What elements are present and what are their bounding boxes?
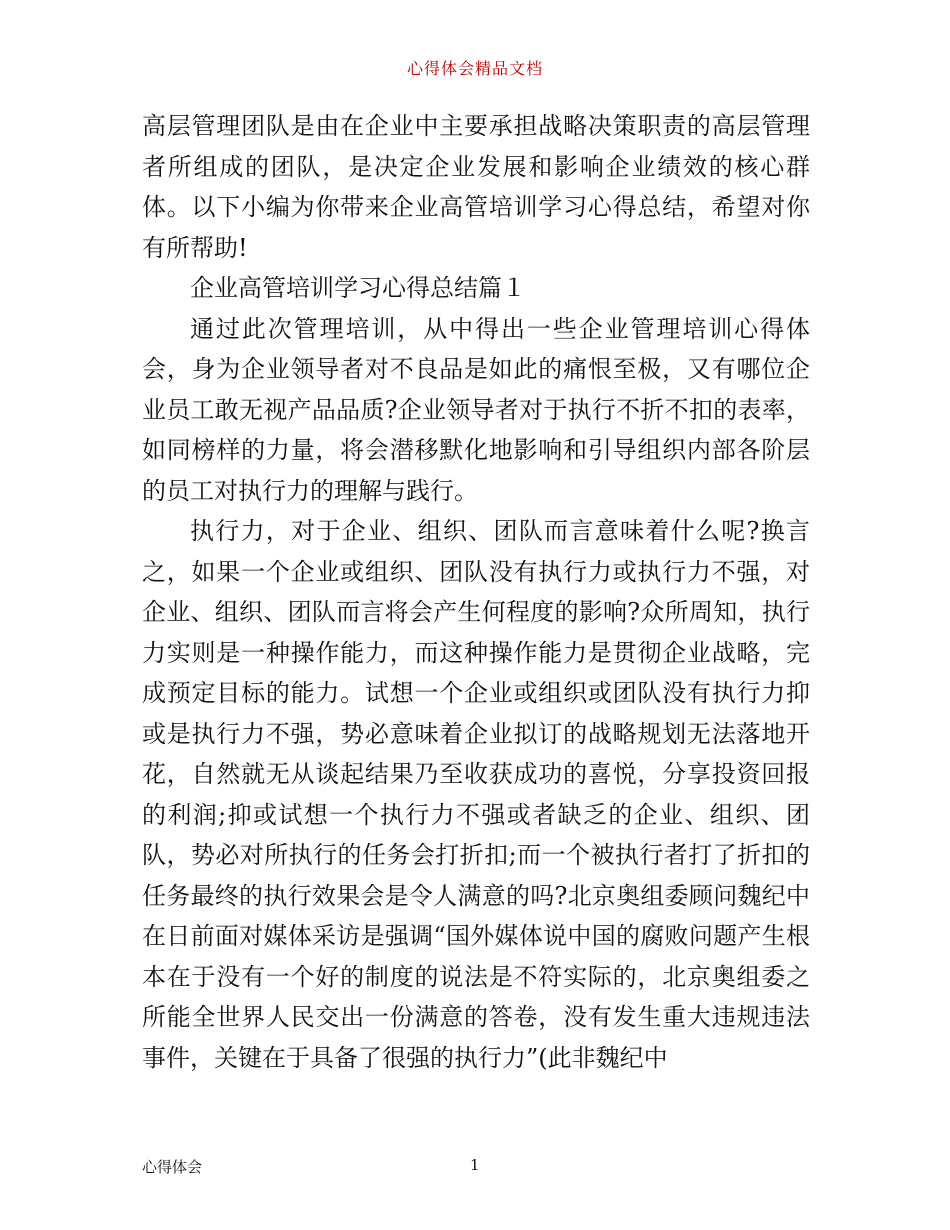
- section-title: 企业高管培训学习心得总结篇１: [190, 274, 526, 302]
- body-paragraph-1: 通过此次管理培训，从中得出一些企业管理培训心得体会，身为企业领导者对不良品是如此的痛恨至极，又有哪位企业员工敢无视产品品质?企业领导者对于执行不折不扣的表率，如同榜样的力量，将会潜移默化地影响和引导组织内部各阶层的员工对执行力的理解与践行。: [142, 314, 810, 505]
- footer-label: 心得体会: [142, 1158, 203, 1176]
- body-paragraph-2: 执行力，对于企业、组织、团队而言意味着什么呢?换言之，如果一个企业或组织、团队没有执行力或执行力不强，对企业、组织、团队而言将会产生何程度的影响?众所周知，执行力实则是一种操作能力，而这种操作能力是贯彻企业战略，完成预定目标的能力。试想一个企业或组织或团队没有执行力抑或是执行力不强，势必意味着企业拟订的战略规划无法落地开花，自然就无从谈起结果乃至收获成功的喜悦，分享投资回报的利润;抑或试想一个执行力不强或者缺乏的企业、组织、团队，势必对所执行的任务会打折扣;而一个被执行者打了折扣的任务最终的执行效果会是令人满意的吗?北京奥组委顾问魏纪中在日前面对媒体采访是强调“国外媒体说中国的腐败问题产生根本在于没有一个好的制度的说法是不符实际的，北京奥组委之所能全世界人民交出一份满意的答卷，没有发生重大违规违法事件，关键在于具备了很强的执行力”(此非魏纪中: [142, 517, 810, 1072]
- intro-paragraph: 高层管理团队是由在企业中主要承担战略决策职责的高层管理者所组成的团队，是决定企业发展和影响企业绩效的核心群体。以下小编为你带来企业高管培训学习心得总结，希望对你有所帮助!: [142, 112, 810, 262]
- document-body: [142, 106, 810, 1078]
- document-header: 心得体会精品文档: [406, 59, 543, 78]
- page-number: 1: [470, 1156, 480, 1174]
